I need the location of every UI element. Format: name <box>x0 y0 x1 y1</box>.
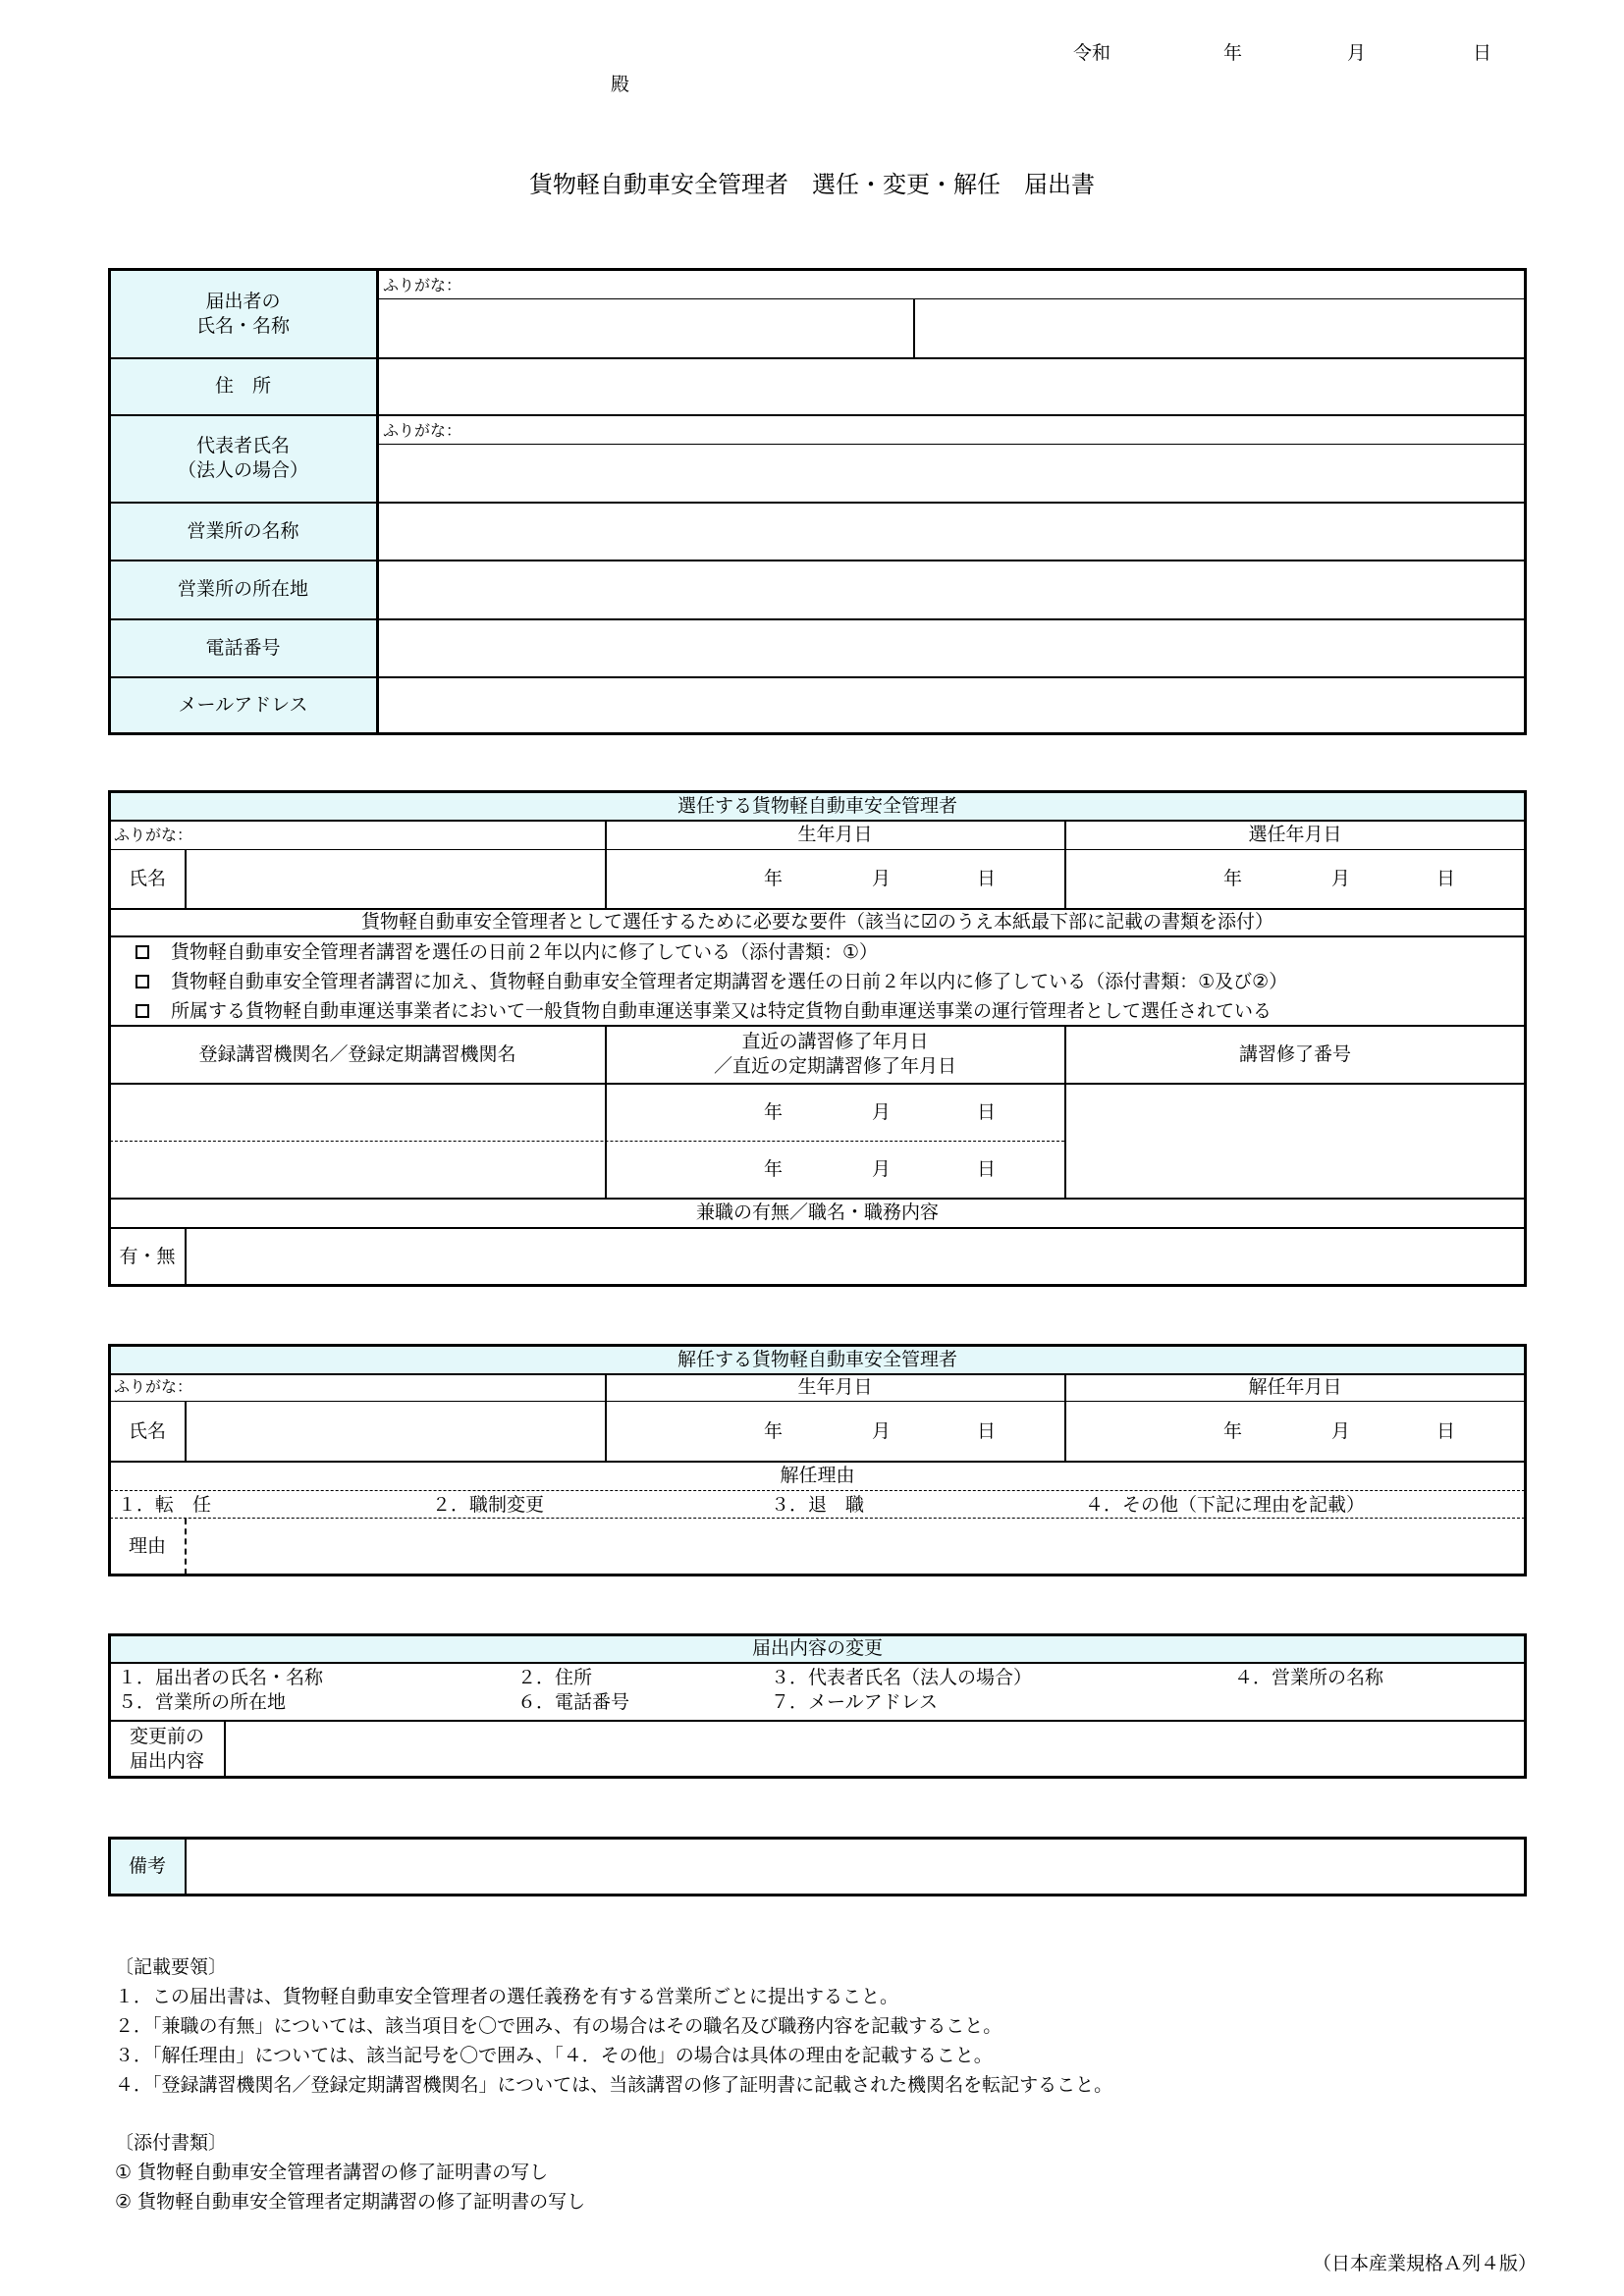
requirements-title: 貨物軽自動車安全管理者として選任するために必要な要件（該当に☑のうえ本紙最下部に記載の書類を添付） <box>360 911 1274 934</box>
change-item-2[interactable]: ２．住所 <box>517 1667 593 1688</box>
before-change-field[interactable] <box>226 1722 1524 1776</box>
change-item-1[interactable]: １．届出者の氏名・名称 <box>118 1667 324 1688</box>
dismiss-year-unit: 年 <box>1223 1420 1243 1442</box>
applicant-name-field-1[interactable] <box>379 300 912 356</box>
office-name-field[interactable] <box>379 504 1524 559</box>
dismiss-date-field[interactable] <box>1066 1403 1524 1460</box>
month-label: 月 <box>1347 42 1367 64</box>
change-item-6[interactable]: ６．電話番号 <box>517 1691 630 1713</box>
requirement-2-text: 貨物軽自動車安全管理者講習に加え、貨物軽自動車安全管理者定期講習を選任の日前２年以内に修了している（添付書類：①及び②） <box>171 971 1288 992</box>
office-location-field[interactable] <box>379 561 1524 617</box>
certificate-number-field[interactable] <box>1066 1085 1524 1197</box>
office-location-label: 営業所の所在地 <box>177 578 308 601</box>
office-name-label: 営業所の名称 <box>187 519 299 542</box>
checkbox-icon[interactable] <box>135 975 149 988</box>
change-item-4[interactable]: ４．営業所の名称 <box>1234 1667 1384 1688</box>
instruction-item: ３．「解任理由」については、該当記号を〇で囲み、「４．その他」の場合は具体の理由を記載すること。 <box>115 2045 993 2066</box>
paper-standard-note: （日本産業規格Ａ列４版） <box>1313 2253 1538 2274</box>
requirement-3-text: 所属する貨物軽自動車運送事業者において一般貨物自動車運送事業又は特定貨物自動車運送事業の運行管理者として選任されている <box>171 1000 1272 1022</box>
dismiss-birth-label: 生年月日 <box>797 1376 873 1399</box>
dismiss-birth-day-unit: 日 <box>977 1420 997 1442</box>
dismiss-reason-title: 解任理由 <box>780 1465 855 1487</box>
appoint-month-unit: 月 <box>1331 868 1351 889</box>
page-title: 貨物軽自動車安全管理者 選任・変更・解任 届出書 <box>529 171 1095 198</box>
phone-label: 電話番号 <box>205 636 281 659</box>
change-item-7[interactable]: ７．メールアドレス <box>771 1691 939 1713</box>
dismiss-day-unit: 日 <box>1436 1420 1456 1442</box>
reason-field[interactable] <box>187 1520 1524 1575</box>
reason-option-reorg[interactable]: ２．職制変更 <box>432 1494 545 1516</box>
era-label: 令和 <box>1073 42 1111 64</box>
remarks-field[interactable] <box>187 1840 1524 1894</box>
completion-day-unit: 日 <box>977 1101 997 1123</box>
change-item-3[interactable]: ３．代表者氏名（法人の場合） <box>771 1667 1033 1688</box>
change-section-title: 届出内容の変更 <box>751 1637 883 1660</box>
appoint-date-field[interactable] <box>1066 850 1524 907</box>
dismiss-date-label: 解任年月日 <box>1248 1376 1342 1399</box>
requirement-1[interactable] <box>135 943 878 962</box>
attachment-item: ① 貨物軽自動車安全管理者講習の修了証明書の写し <box>115 2162 549 2183</box>
appoint-year-unit: 年 <box>1223 868 1243 889</box>
dismiss-birth-month-unit: 月 <box>872 1420 892 1442</box>
dismiss-name-label: 氏名 <box>128 1419 166 1442</box>
completion-date-label: 直近の講習修了年月日 ／直近の定期講習修了年月日 <box>713 1031 956 1077</box>
address-field[interactable] <box>379 359 1524 413</box>
addressee-suffix: 殿 <box>611 74 630 95</box>
instruction-item: ４．「登録講習機関名／登録定期講習機関名」については、当該講習の修了証明書に記載された機関名を転記すること。 <box>115 2074 1113 2096</box>
requirement-3[interactable] <box>135 1002 1272 1021</box>
completion-date-field-1[interactable] <box>607 1085 1063 1140</box>
attachments-title: 〔添付書類〕 <box>115 2132 228 2154</box>
birth-day-unit: 日 <box>977 868 997 889</box>
dismiss-month-unit: 月 <box>1331 1420 1351 1442</box>
before-change-label: 変更前の 届出内容 <box>129 1725 204 1772</box>
requirement-2[interactable] <box>135 973 1287 991</box>
completion-date-field-2[interactable] <box>607 1143 1063 1197</box>
training-org-field-1[interactable] <box>112 1085 604 1140</box>
completion-year-unit: 年 <box>764 1101 784 1123</box>
email-field[interactable] <box>379 678 1524 732</box>
completion-month-unit: 月 <box>872 1101 892 1123</box>
representative-label: 代表者氏名 （法人の場合） <box>177 435 308 481</box>
birth-month-unit: 月 <box>872 868 892 889</box>
birth-year-unit: 年 <box>764 868 784 889</box>
checkbox-icon[interactable] <box>135 945 149 959</box>
applicant-name-field-2[interactable] <box>915 300 1524 356</box>
certificate-number-label: 講習修了番号 <box>1238 1042 1351 1065</box>
concurrent-duty-field[interactable] <box>187 1229 1524 1284</box>
appoint-birth-date-field[interactable] <box>607 850 1063 907</box>
reason-option-retire[interactable]: ３．退 職 <box>771 1494 865 1516</box>
appoint-day-unit: 日 <box>1436 868 1456 889</box>
dismiss-name-field[interactable] <box>187 1403 604 1460</box>
dismiss-section-title: 解任する貨物軽自動車安全管理者 <box>677 1348 957 1370</box>
periodic-year-unit: 年 <box>764 1158 784 1180</box>
checkbox-icon[interactable] <box>135 1004 149 1018</box>
day-label: 日 <box>1473 42 1492 64</box>
instruction-item: １．この届出書は、貨物軽自動車安全管理者の選任義務を有する営業所ごとに提出すること。 <box>115 1986 899 2007</box>
concurrent-yes-no[interactable]: 有・無 <box>119 1245 176 1267</box>
instruction-item: ２．「兼職の有無」については、該当項目を〇で囲み、有の場合はその職名及び職務内容を記載すること。 <box>115 2015 1002 2037</box>
attachment-item: ② 貨物軽自動車安全管理者定期講習の修了証明書の写し <box>115 2191 586 2213</box>
training-org-label: 登録講習機関名／登録定期講習機関名 <box>198 1042 516 1065</box>
reason-option-other[interactable]: ４．その他（下記に理由を記載） <box>1085 1494 1366 1516</box>
appoint-date-label: 選任年月日 <box>1248 824 1342 846</box>
appoint-furigana-label: ふりがな： <box>114 826 193 844</box>
reason-label: 理由 <box>128 1535 166 1558</box>
address-label: 住 所 <box>214 375 271 398</box>
phone-field[interactable] <box>379 620 1524 675</box>
concurrent-duty-title: 兼職の有無／職名・職務内容 <box>695 1201 939 1224</box>
appoint-section-title: 選任する貨物軽自動車安全管理者 <box>677 794 957 817</box>
appoint-birth-label: 生年月日 <box>797 824 873 846</box>
representative-furigana-label: ふりがな： <box>383 421 462 440</box>
requirement-1-text: 貨物軽自動車安全管理者講習を選任の日前２年以内に修了している（添付書類：①） <box>171 941 879 963</box>
instructions-title: 〔記載要領〕 <box>115 1956 228 1978</box>
applicant-furigana-label: ふりがな： <box>383 276 462 294</box>
dismiss-birth-date-field[interactable] <box>607 1403 1063 1460</box>
training-org-field-2[interactable] <box>112 1143 604 1197</box>
appoint-name-label: 氏名 <box>128 868 166 890</box>
year-label: 年 <box>1223 42 1243 64</box>
periodic-month-unit: 月 <box>872 1158 892 1180</box>
appoint-name-field[interactable] <box>187 850 604 907</box>
remarks-label: 備考 <box>128 1855 166 1878</box>
periodic-day-unit: 日 <box>977 1158 997 1180</box>
email-label: メールアドレス <box>178 694 308 717</box>
dismiss-furigana-label: ふりがな： <box>114 1377 193 1396</box>
applicant-name-label: 届出者の 氏名・名称 <box>195 290 290 337</box>
reason-option-transfer[interactable]: １．転 任 <box>118 1494 212 1516</box>
dismiss-birth-year-unit: 年 <box>764 1420 784 1442</box>
representative-field[interactable] <box>379 446 1524 501</box>
change-item-5[interactable]: ５．営業所の所在地 <box>118 1691 287 1713</box>
